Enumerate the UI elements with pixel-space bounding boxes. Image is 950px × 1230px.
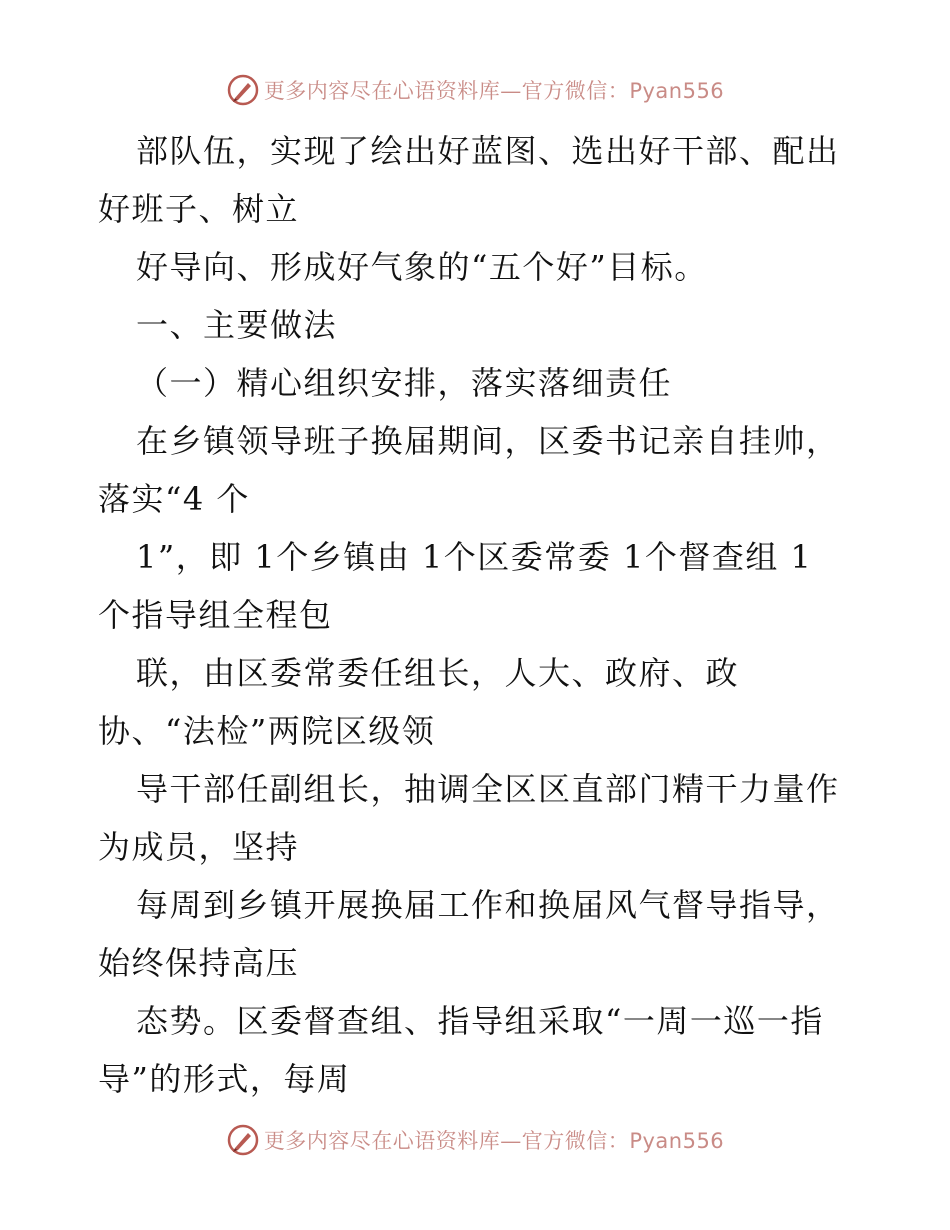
watermark-text: 更多内容尽在心语资料库—官方微信：Pyan556 — [263, 79, 725, 103]
text-line: 始终保持高压 — [98, 944, 300, 982]
text-line: 个指导组全程包 — [98, 596, 333, 634]
text-line: 协、“法检”两院区级领 — [98, 712, 436, 750]
text-line: 1”，即 1个乡镇由 1个区委常委 1个督查组 1 — [136, 538, 813, 576]
text-line: 部队伍，实现了绘出好蓝图、选出好干部、配出 — [136, 132, 840, 170]
text-line: 联，由区委常委任组长，人大、政府、政 — [136, 654, 740, 692]
text-line: 在乡镇领导班子换届期间，区委书记亲自挂帅， — [136, 422, 840, 460]
text-line: 落实“4 个 — [98, 480, 250, 518]
pen-logo-icon — [226, 73, 260, 107]
text-line: 导”的形式，每周 — [98, 1060, 351, 1098]
watermark-text: 更多内容尽在心语资料库—官方微信：Pyan556 — [263, 1129, 725, 1153]
footer-watermark — [0, 1120, 950, 1160]
text-line: 导干部任副组长，抽调全区区直部门精干力量作 — [136, 770, 840, 808]
text-line: 每周到乡镇开展换届工作和换届风气督导指导， — [136, 886, 840, 924]
subsection-heading: （一）精心组织安排，落实落细责任 — [136, 364, 673, 402]
document-body — [98, 122, 858, 1108]
text-line: 好班子、树立 — [98, 190, 300, 228]
section-heading: 一、主要做法 — [136, 306, 338, 344]
pen-logo-icon — [226, 1123, 260, 1157]
text-line: 为成员，坚持 — [98, 828, 300, 866]
header-watermark — [0, 70, 950, 110]
text-line: 态势。区委督查组、指导组采取“一周一巡一指 — [136, 1002, 824, 1040]
text-line: 好导向、形成好气象的“五个好”目标。 — [136, 248, 708, 286]
